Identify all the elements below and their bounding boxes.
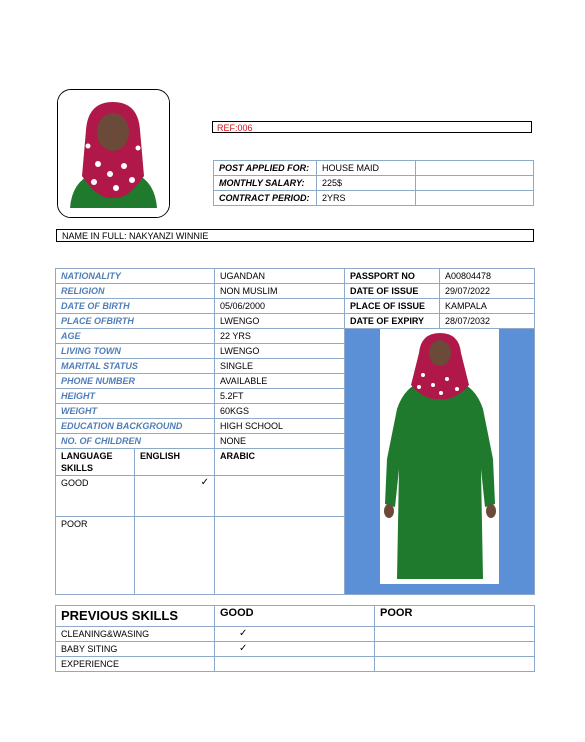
personal-row xyxy=(56,269,535,284)
issue-place-value: KAMPALA xyxy=(440,299,535,314)
passport-label: PASSPORT NO xyxy=(345,269,440,284)
skills-title: PREVIOUS SKILLS xyxy=(56,606,215,627)
english-good-tick: ✓ xyxy=(135,476,215,517)
contract-label: CONTRACT PERIOD: xyxy=(214,191,317,206)
personal-row xyxy=(56,329,535,344)
salary-extra xyxy=(416,176,534,191)
marital-label: MARITAL STATUS xyxy=(56,359,215,374)
personal-row xyxy=(56,284,535,299)
contract-extra xyxy=(416,191,534,206)
skills-header-row xyxy=(56,606,535,627)
pob-label: PLACE OFBIRTH xyxy=(56,314,215,329)
children-label: NO. OF CHILDREN xyxy=(56,434,215,449)
skill-good-cell xyxy=(215,657,375,672)
nationality-value: UGANDAN xyxy=(215,269,345,284)
language-poor-label: POOR xyxy=(56,517,135,595)
expiry-label: DATE OF EXPIRY xyxy=(345,314,440,329)
height-value: 5.2FT xyxy=(215,389,345,404)
full-body-photo xyxy=(345,329,535,595)
post-table xyxy=(213,160,534,206)
living-town-label: LIVING TOWN xyxy=(56,344,215,359)
language-english: ENGLISH xyxy=(135,449,215,476)
skills-table xyxy=(55,605,535,672)
ref-number: REF:006 xyxy=(212,121,532,133)
weight-label: WEIGHT xyxy=(56,404,215,419)
language-good-label: GOOD xyxy=(56,476,135,517)
expiry-value: 28/07/2032 xyxy=(440,314,535,329)
personal-row xyxy=(56,314,535,329)
skill-good-tick: ✓ xyxy=(215,627,375,642)
issue-date-value: 29/07/2022 xyxy=(440,284,535,299)
marital-value: SINGLE xyxy=(215,359,345,374)
living-town-value: LWENGO xyxy=(215,344,345,359)
language-arabic: ARABIC xyxy=(215,449,345,476)
issue-place-label: PLACE OF ISSUE xyxy=(345,299,440,314)
personal-row xyxy=(56,299,535,314)
religion-value: NON MUSLIM xyxy=(215,284,345,299)
nationality-label: NATIONALITY xyxy=(56,269,215,284)
dob-value: 05/06/2000 xyxy=(215,299,345,314)
post-value: HOUSE MAID xyxy=(317,161,416,176)
skill-label: CLEANING&WASING xyxy=(56,627,215,642)
skill-poor-cell xyxy=(375,627,535,642)
personal-table xyxy=(55,268,535,595)
contract-value: 2YRS xyxy=(317,191,416,206)
weight-value: 60KGS xyxy=(215,404,345,419)
skills-good-header: GOOD xyxy=(215,606,375,627)
skills-poor-header: POOR xyxy=(375,606,535,627)
post-extra xyxy=(416,161,534,176)
post-row xyxy=(214,161,534,176)
skills-row xyxy=(56,657,535,672)
age-value: 22 YRS xyxy=(215,329,345,344)
contract-row xyxy=(214,191,534,206)
education-label: EDUCATION BACKGROUND xyxy=(56,419,215,434)
pob-value: LWENGO xyxy=(215,314,345,329)
passport-photo xyxy=(57,89,170,218)
skill-poor-cell xyxy=(375,642,535,657)
salary-label: MONTHLY SALARY: xyxy=(214,176,317,191)
religion-label: RELIGION xyxy=(56,284,215,299)
skill-label: EXPERIENCE xyxy=(56,657,215,672)
salary-row xyxy=(214,176,534,191)
height-label: HEIGHT xyxy=(56,389,215,404)
skill-poor-cell xyxy=(375,657,535,672)
phone-value: AVAILABLE xyxy=(215,374,345,389)
arabic-poor-cell xyxy=(215,517,345,595)
skills-row xyxy=(56,642,535,657)
english-poor-cell xyxy=(135,517,215,595)
skill-good-tick: ✓ xyxy=(215,642,375,657)
skills-row xyxy=(56,627,535,642)
skill-label: BABY SITING xyxy=(56,642,215,657)
passport-value: A00804478 xyxy=(440,269,535,284)
education-value: HIGH SCHOOL xyxy=(215,419,345,434)
language-header: LANGUAGE SKILLS xyxy=(56,449,135,476)
issue-date-label: DATE OF ISSUE xyxy=(345,284,440,299)
post-label: POST APPLIED FOR: xyxy=(214,161,317,176)
dob-label: DATE OF BIRTH xyxy=(56,299,215,314)
salary-value: 225$ xyxy=(317,176,416,191)
children-value: NONE xyxy=(215,434,345,449)
full-name: NAME IN FULL: NAKYANZI WINNIE xyxy=(56,229,534,242)
phone-label: PHONE NUMBER xyxy=(56,374,215,389)
age-label: AGE xyxy=(56,329,215,344)
arabic-good-cell xyxy=(215,476,345,517)
